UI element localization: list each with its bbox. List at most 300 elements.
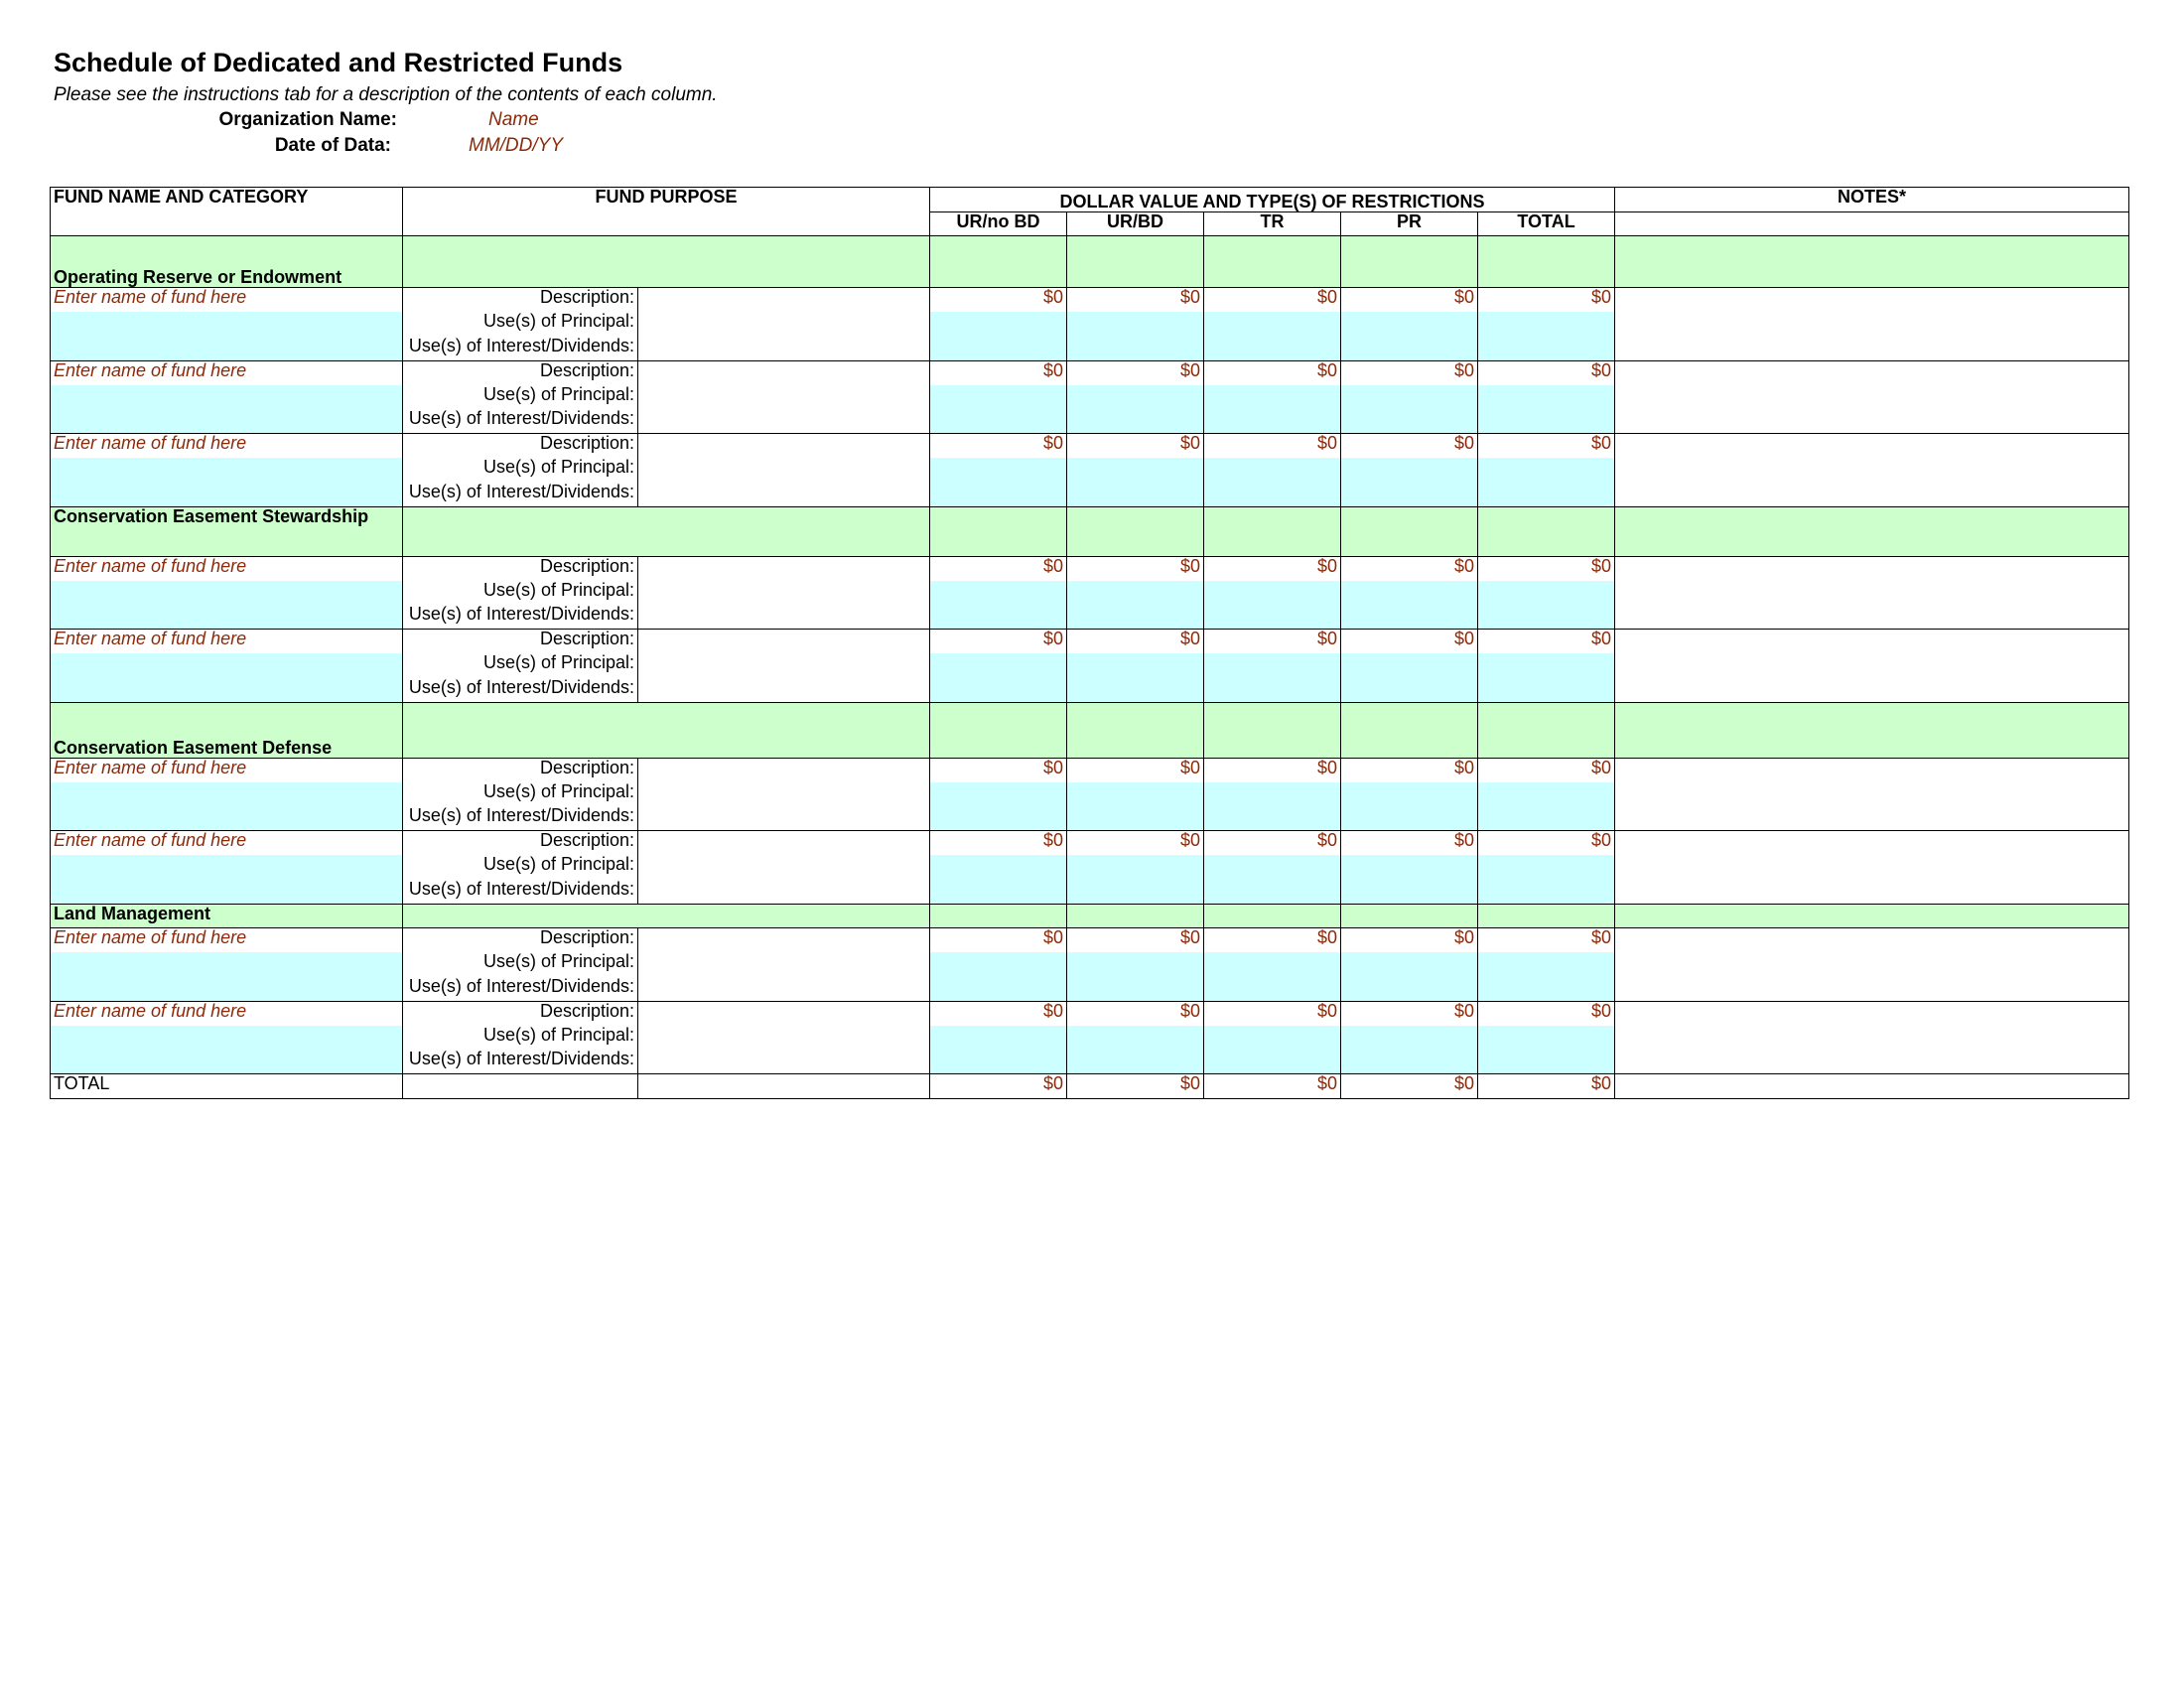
fund-name-input[interactable]: Enter name of fund here bbox=[51, 288, 403, 313]
fund-name-input[interactable]: Enter name of fund here bbox=[51, 556, 403, 581]
amount-extra-cell[interactable] bbox=[1341, 483, 1478, 507]
fund-row bbox=[51, 556, 2129, 581]
purpose-input[interactable] bbox=[638, 581, 930, 606]
amount-ur-bd[interactable]: $0 bbox=[1067, 630, 1204, 654]
total-purpose-label-cell bbox=[403, 1074, 638, 1099]
category-value-cell bbox=[930, 506, 1067, 556]
amount-ur-no-bd[interactable]: $0 bbox=[930, 434, 1067, 459]
amount-extra-cell[interactable] bbox=[1478, 678, 1615, 703]
notes-input[interactable] bbox=[1615, 880, 2129, 905]
amount-extra-cell[interactable] bbox=[1478, 782, 1615, 807]
purpose-input[interactable] bbox=[638, 806, 930, 831]
amount-extra-cell[interactable] bbox=[1204, 581, 1341, 606]
fund-name-extra-cell[interactable] bbox=[51, 312, 403, 337]
fund-name-extra-cell[interactable] bbox=[51, 605, 403, 630]
purpose-label: Use(s) of Interest/Dividends: bbox=[403, 977, 638, 1002]
amount-tr[interactable]: $0 bbox=[1204, 831, 1341, 856]
amount-ur-bd[interactable]: $0 bbox=[1067, 434, 1204, 459]
purpose-label: Description: bbox=[403, 288, 638, 313]
amount-extra-cell[interactable] bbox=[1204, 1050, 1341, 1074]
amount-extra-cell[interactable] bbox=[1204, 409, 1341, 434]
amount-ur-no-bd[interactable]: $0 bbox=[930, 556, 1067, 581]
notes-input[interactable] bbox=[1615, 605, 2129, 630]
amount-total[interactable]: $0 bbox=[1478, 1001, 1615, 1026]
fund-name-input[interactable]: Enter name of fund here bbox=[51, 831, 403, 856]
amount-pr[interactable]: $0 bbox=[1341, 434, 1478, 459]
amount-ur-no-bd[interactable]: $0 bbox=[930, 1001, 1067, 1026]
amount-extra-cell[interactable] bbox=[1204, 312, 1341, 337]
fund-name-extra-cell[interactable] bbox=[51, 385, 403, 410]
amount-extra-cell[interactable] bbox=[930, 806, 1067, 831]
amount-total[interactable]: $0 bbox=[1478, 630, 1615, 654]
amount-extra-cell[interactable] bbox=[1341, 1050, 1478, 1074]
amount-pr[interactable]: $0 bbox=[1341, 556, 1478, 581]
notes-input[interactable] bbox=[1615, 928, 2129, 953]
amount-extra-cell[interactable] bbox=[1478, 1050, 1615, 1074]
notes-input[interactable] bbox=[1615, 952, 2129, 977]
category-value-cell bbox=[930, 702, 1067, 758]
fund-row bbox=[51, 605, 2129, 630]
total-purpose-cell bbox=[638, 1074, 930, 1099]
amount-tr[interactable]: $0 bbox=[1204, 630, 1341, 654]
amount-extra-cell[interactable] bbox=[1067, 880, 1204, 905]
amount-total[interactable]: $0 bbox=[1478, 758, 1615, 782]
notes-input[interactable] bbox=[1615, 312, 2129, 337]
amount-extra-cell[interactable] bbox=[930, 458, 1067, 483]
amount-total[interactable]: $0 bbox=[1478, 928, 1615, 953]
amount-extra-cell[interactable] bbox=[1067, 806, 1204, 831]
purpose-input[interactable] bbox=[638, 483, 930, 507]
amount-extra-cell[interactable] bbox=[1341, 458, 1478, 483]
fund-row bbox=[51, 409, 2129, 434]
category-value-cell bbox=[930, 236, 1067, 288]
fund-name-extra-cell[interactable] bbox=[51, 782, 403, 807]
amount-total[interactable]: $0 bbox=[1478, 556, 1615, 581]
purpose-input[interactable] bbox=[638, 855, 930, 880]
fund-name-extra-cell[interactable] bbox=[51, 678, 403, 703]
notes-input[interactable] bbox=[1615, 409, 2129, 434]
notes-input[interactable] bbox=[1615, 1026, 2129, 1051]
amount-extra-cell[interactable] bbox=[1341, 1026, 1478, 1051]
amount-pr[interactable]: $0 bbox=[1341, 288, 1478, 313]
notes-input[interactable] bbox=[1615, 782, 2129, 807]
amount-ur-bd[interactable]: $0 bbox=[1067, 758, 1204, 782]
category-value-cell bbox=[1478, 506, 1615, 556]
sub-header-tr: TR bbox=[1204, 211, 1341, 236]
amount-extra-cell[interactable] bbox=[1204, 458, 1341, 483]
amount-tr[interactable]: $0 bbox=[1204, 1001, 1341, 1026]
amount-ur-bd[interactable]: $0 bbox=[1067, 1001, 1204, 1026]
notes-input[interactable] bbox=[1615, 288, 2129, 313]
amount-extra-cell[interactable] bbox=[1204, 782, 1341, 807]
category-value-cell bbox=[1204, 236, 1341, 288]
fund-name-extra-cell[interactable] bbox=[51, 977, 403, 1002]
purpose-input[interactable] bbox=[638, 653, 930, 678]
amount-extra-cell[interactable] bbox=[930, 605, 1067, 630]
purpose-input[interactable] bbox=[638, 928, 930, 953]
amount-extra-cell[interactable] bbox=[930, 782, 1067, 807]
amount-pr[interactable]: $0 bbox=[1341, 360, 1478, 385]
fund-row bbox=[51, 312, 2129, 337]
amount-extra-cell[interactable] bbox=[1341, 385, 1478, 410]
purpose-input[interactable] bbox=[638, 605, 930, 630]
amount-extra-cell[interactable] bbox=[1341, 855, 1478, 880]
purpose-label: Description: bbox=[403, 758, 638, 782]
fund-name-input[interactable]: Enter name of fund here bbox=[51, 630, 403, 654]
amount-extra-cell[interactable] bbox=[930, 1050, 1067, 1074]
amount-extra-cell[interactable] bbox=[1341, 952, 1478, 977]
amount-extra-cell[interactable] bbox=[1478, 458, 1615, 483]
fund-name-extra-cell[interactable] bbox=[51, 1026, 403, 1051]
category-value-cell bbox=[1341, 904, 1478, 928]
amount-extra-cell[interactable] bbox=[1478, 880, 1615, 905]
category-purpose-cell bbox=[403, 236, 930, 288]
sub-header-ur-no-bd: UR/no BD bbox=[930, 211, 1067, 236]
purpose-label: Description: bbox=[403, 434, 638, 459]
amount-extra-cell[interactable] bbox=[1478, 855, 1615, 880]
amount-extra-cell[interactable] bbox=[1204, 977, 1341, 1002]
amount-extra-cell[interactable] bbox=[1341, 782, 1478, 807]
amount-extra-cell[interactable] bbox=[1204, 385, 1341, 410]
purpose-label: Use(s) of Interest/Dividends: bbox=[403, 880, 638, 905]
category-purpose-cell bbox=[403, 506, 930, 556]
amount-total[interactable]: $0 bbox=[1478, 831, 1615, 856]
purpose-input[interactable] bbox=[638, 880, 930, 905]
amount-extra-cell[interactable] bbox=[1067, 312, 1204, 337]
amount-extra-cell[interactable] bbox=[1204, 337, 1341, 361]
notes-input[interactable] bbox=[1615, 556, 2129, 581]
amount-extra-cell[interactable] bbox=[1478, 952, 1615, 977]
category-notes-cell bbox=[1615, 506, 2129, 556]
category-value-cell bbox=[1478, 904, 1615, 928]
amount-extra-cell[interactable] bbox=[1204, 483, 1341, 507]
purpose-input[interactable] bbox=[638, 409, 930, 434]
category-name: Land Management bbox=[51, 904, 403, 928]
amount-ur-no-bd[interactable]: $0 bbox=[930, 630, 1067, 654]
category-row bbox=[51, 702, 2129, 758]
amount-extra-cell[interactable] bbox=[930, 855, 1067, 880]
fund-name-input[interactable]: Enter name of fund here bbox=[51, 928, 403, 953]
amount-total[interactable]: $0 bbox=[1478, 360, 1615, 385]
amount-extra-cell[interactable] bbox=[1067, 782, 1204, 807]
page-subtitle: Please see the instructions tab for a description of the contents of each column. bbox=[54, 84, 718, 105]
amount-tr[interactable]: $0 bbox=[1204, 928, 1341, 953]
amount-extra-cell[interactable] bbox=[1204, 678, 1341, 703]
amount-extra-cell[interactable] bbox=[1204, 806, 1341, 831]
fund-name-extra-cell[interactable] bbox=[51, 337, 403, 361]
purpose-input[interactable] bbox=[638, 952, 930, 977]
fund-row bbox=[51, 581, 2129, 606]
amount-extra-cell[interactable] bbox=[1204, 605, 1341, 630]
amount-extra-cell[interactable] bbox=[930, 880, 1067, 905]
purpose-input[interactable] bbox=[638, 434, 930, 459]
amount-extra-cell[interactable] bbox=[1341, 605, 1478, 630]
category-notes-cell bbox=[1615, 904, 2129, 928]
page-title: Schedule of Dedicated and Restricted Funds bbox=[54, 48, 623, 77]
amount-extra-cell[interactable] bbox=[1067, 409, 1204, 434]
fund-row bbox=[51, 483, 2129, 507]
purpose-label: Description: bbox=[403, 1001, 638, 1026]
sub-header-pr: PR bbox=[1341, 211, 1478, 236]
sub-header-total: TOTAL bbox=[1478, 211, 1615, 236]
amount-extra-cell[interactable] bbox=[1067, 678, 1204, 703]
amount-extra-cell[interactable] bbox=[1067, 1050, 1204, 1074]
amount-pr[interactable]: $0 bbox=[1341, 1001, 1478, 1026]
amount-ur-bd[interactable]: $0 bbox=[1067, 928, 1204, 953]
amount-extra-cell[interactable] bbox=[1067, 977, 1204, 1002]
amount-ur-no-bd[interactable]: $0 bbox=[930, 928, 1067, 953]
amount-extra-cell[interactable] bbox=[930, 581, 1067, 606]
amount-extra-cell[interactable] bbox=[930, 952, 1067, 977]
fund-name-header: FUND NAME AND CATEGORY bbox=[51, 188, 403, 236]
purpose-input[interactable] bbox=[638, 1026, 930, 1051]
total-amount-total: $0 bbox=[1478, 1074, 1615, 1099]
fund-row bbox=[51, 855, 2129, 880]
fund-name-input[interactable]: Enter name of fund here bbox=[51, 1001, 403, 1026]
amount-extra-cell[interactable] bbox=[1067, 1026, 1204, 1051]
fund-row bbox=[51, 288, 2129, 313]
amount-tr[interactable]: $0 bbox=[1204, 758, 1341, 782]
purpose-label: Use(s) of Principal: bbox=[403, 855, 638, 880]
amount-extra-cell[interactable] bbox=[930, 483, 1067, 507]
amount-total[interactable]: $0 bbox=[1478, 288, 1615, 313]
amount-extra-cell[interactable] bbox=[1478, 1026, 1615, 1051]
notes-input[interactable] bbox=[1615, 806, 2129, 831]
funds-schedule-table bbox=[50, 187, 2129, 1099]
amount-ur-no-bd[interactable]: $0 bbox=[930, 288, 1067, 313]
fund-row bbox=[51, 337, 2129, 361]
amount-extra-cell[interactable] bbox=[1341, 678, 1478, 703]
amount-extra-cell[interactable] bbox=[930, 312, 1067, 337]
notes-input[interactable] bbox=[1615, 831, 2129, 856]
amount-extra-cell[interactable] bbox=[1204, 1026, 1341, 1051]
purpose-label: Use(s) of Interest/Dividends: bbox=[403, 1050, 638, 1074]
category-value-cell bbox=[1067, 702, 1204, 758]
fund-row bbox=[51, 806, 2129, 831]
notes-input[interactable] bbox=[1615, 678, 2129, 703]
purpose-input[interactable] bbox=[638, 1050, 930, 1074]
amount-extra-cell[interactable] bbox=[1067, 605, 1204, 630]
amount-extra-cell[interactable] bbox=[1067, 458, 1204, 483]
amount-ur-bd[interactable]: $0 bbox=[1067, 831, 1204, 856]
fund-name-extra-cell[interactable] bbox=[51, 806, 403, 831]
date-of-data-label: Date of Data: bbox=[274, 135, 391, 156]
amount-tr[interactable]: $0 bbox=[1204, 434, 1341, 459]
category-name: Conservation Easement Defense bbox=[51, 702, 403, 758]
fund-name-extra-cell[interactable] bbox=[51, 1050, 403, 1074]
amount-extra-cell[interactable] bbox=[1478, 977, 1615, 1002]
amount-extra-cell[interactable] bbox=[1478, 581, 1615, 606]
notes-input[interactable] bbox=[1615, 1050, 2129, 1074]
amount-extra-cell[interactable] bbox=[930, 678, 1067, 703]
date-of-data-field[interactable]: MM/DD/YY bbox=[469, 135, 563, 156]
amount-ur-no-bd[interactable]: $0 bbox=[930, 360, 1067, 385]
fund-row bbox=[51, 758, 2129, 782]
notes-input[interactable] bbox=[1615, 337, 2129, 361]
purpose-input[interactable] bbox=[638, 337, 930, 361]
amount-extra-cell[interactable] bbox=[1067, 581, 1204, 606]
amount-extra-cell[interactable] bbox=[930, 1026, 1067, 1051]
fund-row bbox=[51, 928, 2129, 953]
purpose-label: Use(s) of Principal: bbox=[403, 581, 638, 606]
purpose-label: Use(s) of Interest/Dividends: bbox=[403, 337, 638, 361]
amount-extra-cell[interactable] bbox=[1478, 409, 1615, 434]
purpose-label: Use(s) of Interest/Dividends: bbox=[403, 605, 638, 630]
purpose-input[interactable] bbox=[638, 831, 930, 856]
fund-row bbox=[51, 360, 2129, 385]
amount-extra-cell[interactable] bbox=[1067, 855, 1204, 880]
amount-extra-cell[interactable] bbox=[1067, 653, 1204, 678]
category-value-cell bbox=[1204, 506, 1341, 556]
purpose-input[interactable] bbox=[638, 458, 930, 483]
fund-row bbox=[51, 831, 2129, 856]
purpose-input[interactable] bbox=[638, 678, 930, 703]
fund-row bbox=[51, 434, 2129, 459]
amount-ur-bd[interactable]: $0 bbox=[1067, 360, 1204, 385]
amount-extra-cell[interactable] bbox=[1204, 952, 1341, 977]
notes-input[interactable] bbox=[1615, 653, 2129, 678]
amount-extra-cell[interactable] bbox=[1067, 337, 1204, 361]
notes-input[interactable] bbox=[1615, 1001, 2129, 1026]
amount-extra-cell[interactable] bbox=[1341, 337, 1478, 361]
notes-input[interactable] bbox=[1615, 855, 2129, 880]
amount-total[interactable]: $0 bbox=[1478, 434, 1615, 459]
purpose-label: Description: bbox=[403, 831, 638, 856]
purpose-label: Use(s) of Principal: bbox=[403, 385, 638, 410]
amount-pr[interactable]: $0 bbox=[1341, 928, 1478, 953]
amount-extra-cell[interactable] bbox=[1067, 385, 1204, 410]
organization-name-field[interactable]: Name bbox=[488, 109, 539, 130]
category-value-cell bbox=[1204, 904, 1341, 928]
notes-input[interactable] bbox=[1615, 581, 2129, 606]
fund-row bbox=[51, 678, 2129, 703]
purpose-label: Use(s) of Interest/Dividends: bbox=[403, 409, 638, 434]
fund-name-extra-cell[interactable] bbox=[51, 581, 403, 606]
fund-row bbox=[51, 1050, 2129, 1074]
amount-ur-no-bd[interactable]: $0 bbox=[930, 758, 1067, 782]
purpose-input[interactable] bbox=[638, 360, 930, 385]
notes-input[interactable] bbox=[1615, 434, 2129, 459]
notes-input[interactable] bbox=[1615, 977, 2129, 1002]
amount-pr[interactable]: $0 bbox=[1341, 630, 1478, 654]
fund-name-extra-cell[interactable] bbox=[51, 855, 403, 880]
amount-extra-cell[interactable] bbox=[930, 653, 1067, 678]
purpose-input[interactable] bbox=[638, 1001, 930, 1026]
purpose-input[interactable] bbox=[638, 630, 930, 654]
purpose-label: Description: bbox=[403, 630, 638, 654]
amount-extra-cell[interactable] bbox=[1341, 581, 1478, 606]
total-amount-ur-bd: $0 bbox=[1067, 1074, 1204, 1099]
amount-extra-cell[interactable] bbox=[1204, 653, 1341, 678]
category-value-cell bbox=[930, 904, 1067, 928]
category-row bbox=[51, 506, 2129, 556]
category-value-cell bbox=[1341, 702, 1478, 758]
purpose-input[interactable] bbox=[638, 385, 930, 410]
amount-extra-cell[interactable] bbox=[930, 337, 1067, 361]
purpose-label: Use(s) of Interest/Dividends: bbox=[403, 806, 638, 831]
fund-name-extra-cell[interactable] bbox=[51, 880, 403, 905]
notes-input[interactable] bbox=[1615, 758, 2129, 782]
purpose-label: Use(s) of Principal: bbox=[403, 1026, 638, 1051]
amount-extra-cell[interactable] bbox=[1204, 880, 1341, 905]
purpose-input[interactable] bbox=[638, 758, 930, 782]
notes-input[interactable] bbox=[1615, 458, 2129, 483]
purpose-input[interactable] bbox=[638, 556, 930, 581]
amount-extra-cell[interactable] bbox=[1478, 337, 1615, 361]
amount-tr[interactable]: $0 bbox=[1204, 288, 1341, 313]
fund-name-extra-cell[interactable] bbox=[51, 458, 403, 483]
total-amount-tr: $0 bbox=[1204, 1074, 1341, 1099]
amount-extra-cell[interactable] bbox=[1478, 385, 1615, 410]
fund-row bbox=[51, 977, 2129, 1002]
fund-name-extra-cell[interactable] bbox=[51, 409, 403, 434]
amount-extra-cell[interactable] bbox=[1478, 653, 1615, 678]
fund-name-extra-cell[interactable] bbox=[51, 483, 403, 507]
amount-extra-cell[interactable] bbox=[1478, 483, 1615, 507]
amount-ur-no-bd[interactable]: $0 bbox=[930, 831, 1067, 856]
category-value-cell bbox=[1341, 506, 1478, 556]
fund-name-extra-cell[interactable] bbox=[51, 952, 403, 977]
category-purpose-cell bbox=[403, 904, 930, 928]
amount-extra-cell[interactable] bbox=[1478, 605, 1615, 630]
amount-extra-cell[interactable] bbox=[1341, 977, 1478, 1002]
amount-extra-cell[interactable] bbox=[1478, 806, 1615, 831]
fund-name-extra-cell[interactable] bbox=[51, 653, 403, 678]
amount-ur-bd[interactable]: $0 bbox=[1067, 288, 1204, 313]
notes-input[interactable] bbox=[1615, 360, 2129, 385]
purpose-label: Use(s) of Principal: bbox=[403, 653, 638, 678]
amount-pr[interactable]: $0 bbox=[1341, 831, 1478, 856]
amount-extra-cell[interactable] bbox=[930, 409, 1067, 434]
amount-extra-cell[interactable] bbox=[930, 385, 1067, 410]
fund-name-input[interactable]: Enter name of fund here bbox=[51, 758, 403, 782]
amount-tr[interactable]: $0 bbox=[1204, 360, 1341, 385]
category-value-cell bbox=[1204, 702, 1341, 758]
amount-extra-cell[interactable] bbox=[1478, 312, 1615, 337]
purpose-label: Use(s) of Principal: bbox=[403, 782, 638, 807]
amount-extra-cell[interactable] bbox=[1067, 952, 1204, 977]
category-value-cell bbox=[1478, 236, 1615, 288]
fund-name-input[interactable]: Enter name of fund here bbox=[51, 360, 403, 385]
purpose-input[interactable] bbox=[638, 977, 930, 1002]
notes-input[interactable] bbox=[1615, 483, 2129, 507]
purpose-input[interactable] bbox=[638, 312, 930, 337]
amount-ur-bd[interactable]: $0 bbox=[1067, 556, 1204, 581]
category-name: Conservation Easement Stewardship bbox=[51, 506, 403, 556]
amount-extra-cell[interactable] bbox=[1067, 483, 1204, 507]
amount-extra-cell[interactable] bbox=[1204, 855, 1341, 880]
purpose-label: Description: bbox=[403, 928, 638, 953]
amount-extra-cell[interactable] bbox=[1341, 409, 1478, 434]
purpose-input[interactable] bbox=[638, 288, 930, 313]
amount-extra-cell[interactable] bbox=[930, 977, 1067, 1002]
fund-name-input[interactable]: Enter name of fund here bbox=[51, 434, 403, 459]
amount-extra-cell[interactable] bbox=[1341, 880, 1478, 905]
amount-pr[interactable]: $0 bbox=[1341, 758, 1478, 782]
purpose-label: Use(s) of Principal: bbox=[403, 312, 638, 337]
fund-row bbox=[51, 782, 2129, 807]
notes-input[interactable] bbox=[1615, 630, 2129, 654]
fund-row bbox=[51, 630, 2129, 654]
category-value-cell bbox=[1478, 702, 1615, 758]
purpose-input[interactable] bbox=[638, 782, 930, 807]
amount-extra-cell[interactable] bbox=[1341, 806, 1478, 831]
notes-input[interactable] bbox=[1615, 385, 2129, 410]
amount-extra-cell[interactable] bbox=[1341, 312, 1478, 337]
amount-extra-cell[interactable] bbox=[1341, 653, 1478, 678]
amount-tr[interactable]: $0 bbox=[1204, 556, 1341, 581]
purpose-label: Description: bbox=[403, 556, 638, 581]
